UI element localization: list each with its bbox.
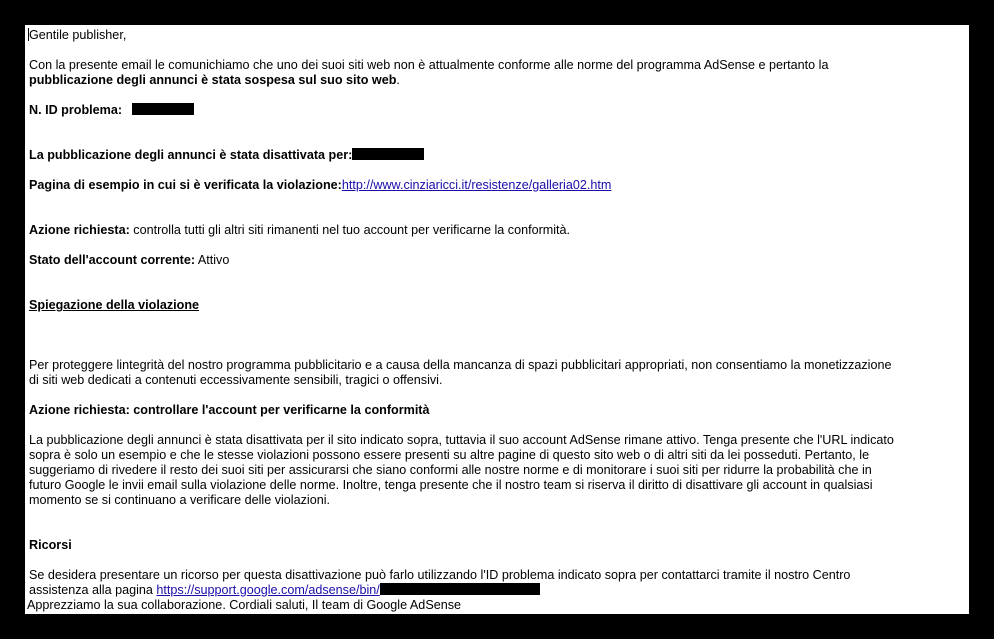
action-row: [29, 223, 570, 238]
action-body-line: futuro Google le invii email sulla violazione delle norme. Inoltre, tenga presente che il nostro team si riserva il diritto di disattivare gli account in qualsiasi: [29, 478, 873, 492]
intro-line-2: [29, 73, 400, 88]
action-text: controlla tutti gli altri siti rimanenti nel tuo account per verificarne la conformità.: [129, 223, 571, 237]
problem-id-label: N. ID problema:: [29, 103, 123, 117]
redacted-link-suffix: [380, 583, 540, 595]
action-body-line: suggeriamo di rivedere il resto dei suoi siti per assicurarsi che siano conformi alle nostre norme e di monitorare i suoi siti per ridurre la probabilità che in: [29, 463, 872, 477]
redacted-site: [352, 148, 424, 160]
support-link[interactable]: https://support.google.com/adsense/bin/: [156, 583, 380, 597]
email-body: [25, 25, 969, 614]
account-status-label: Stato dell'account corrente:: [29, 253, 196, 267]
closing-line: Apprezziamo la sua collaborazione. Cordiali saluti, Il team di Google AdSense: [27, 598, 462, 612]
appeals-heading: Ricorsi: [29, 538, 72, 552]
suspension-notice: pubblicazione degli annunci è stata sospesa sul suo sito web: [29, 73, 397, 87]
redacted-problem-id: [132, 103, 194, 115]
appeals-prefix: assistenza alla pagina: [29, 583, 157, 597]
action-body-line: sopra è solo un esempio e che le stesse violazioni possono essere presenti su altre pagine di questo sito web o di altri siti da lei posseduti. Pertanto, le: [29, 448, 870, 462]
action-body-line: La pubblicazione degli annunci è stata disattivata per il sito indicato sopra, tuttavia il suo account AdSense rimane attivo. Tenga presente che l'URL indicato: [29, 433, 894, 447]
example-page-row: [29, 178, 611, 193]
example-page-link[interactable]: http://www.cinziaricci.it/resistenze/galleria02.htm: [341, 178, 612, 192]
explanation-line: Per proteggere lintegrità del nostro programma pubblicitario e a causa della mancanza di spazi pubblicitari appropriati, non consentiamo la monetizzazione: [29, 358, 892, 372]
appeals-line-2: [29, 583, 540, 598]
greeting: Gentile publisher,: [29, 28, 127, 42]
action-label: Azione richiesta:: [29, 223, 130, 237]
explanation-line: di siti web dedicati a contenuti eccessivamente sensibili, tragici o offensivi.: [29, 373, 443, 387]
account-status-row: [29, 253, 229, 268]
intro-period: .: [396, 73, 400, 87]
intro-line-1: Con la presente email le comunichiamo che uno dei suoi siti web non è attualmente conforme alle norme del programma AdSense e pertanto la: [29, 58, 829, 72]
problem-id-row: [29, 103, 194, 118]
appeals-line-1: Se desidera presentare un ricorso per questa disattivazione può farlo utilizzando l'ID problema indicato sopra per contattarci tramite il nostro Centro: [29, 568, 851, 582]
action-body-line: momento se si continuano a verificare delle violazioni.: [29, 493, 331, 507]
action-heading: Azione richiesta: controllare l'account per verificarne la conformità: [29, 403, 430, 417]
explanation-heading: Spiegazione della violazione: [29, 298, 200, 312]
account-status-value: Attivo: [195, 253, 230, 267]
disabled-for-label: La pubblicazione degli annunci è stata disattivata per:: [29, 148, 353, 162]
disabled-for-row: [29, 148, 424, 163]
example-page-label: Pagina di esempio in cui si è verificata la violazione:: [29, 178, 342, 192]
